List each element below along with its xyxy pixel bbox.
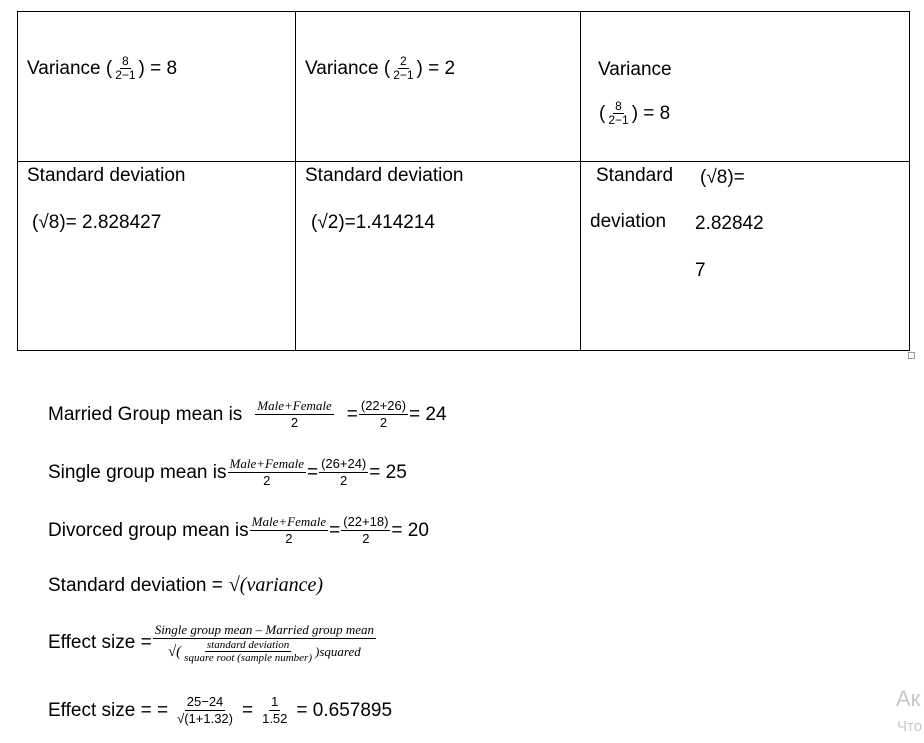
effect1-denominator <box>166 639 363 664</box>
effect1-prefix: Effect size = <box>48 632 152 653</box>
col1-variance-label: Variance ( <box>27 57 113 79</box>
divorced-eq1: = <box>329 519 341 541</box>
married-mean-line <box>48 398 447 431</box>
table-row-divider <box>17 161 910 162</box>
divorced-frac1 <box>250 514 328 547</box>
table-border-top <box>17 11 910 12</box>
single-mean-line <box>48 456 407 489</box>
married-frac1 <box>255 398 333 431</box>
effect-size-calc-line <box>48 694 392 727</box>
activation-watermark-text: Что <box>897 718 923 735</box>
sd-prefix: Standard deviation = <box>48 574 223 596</box>
col3-sd-value-1: (√8)= <box>700 167 745 188</box>
col3-variance-num: 8 <box>615 99 622 113</box>
single-frac2 <box>319 456 368 489</box>
divorced-frac2-den: 2 <box>362 531 370 546</box>
effect1-den-inner-num: standard deviation <box>206 639 290 651</box>
single-frac2-den: 2 <box>340 473 348 488</box>
col2-sd-value: (√2)=1.414214 <box>311 212 435 233</box>
effect1-den-suffix: )squared <box>314 643 361 659</box>
col3-variance-label: Variance <box>598 59 672 80</box>
col1-variance-num: 8 <box>122 54 129 68</box>
effect1-numerator: Single group mean – Married group mean <box>154 622 374 637</box>
col3-variance-result: ) = 8 <box>631 102 671 124</box>
effect2-result: = 0.657895 <box>296 699 393 721</box>
table-border-left <box>17 11 18 351</box>
effect-size-formula-line <box>48 622 377 664</box>
effect1-den-inner-den: square root (sample number) <box>184 652 312 664</box>
col2-variance-den: 2−1 <box>393 68 414 82</box>
col1-variance-result: ) = 8 <box>138 57 178 79</box>
activation-watermark-title: Ак <box>896 686 921 711</box>
table-col-divider-2 <box>580 11 581 351</box>
effect2-eq1: = <box>241 699 254 721</box>
table-border-right <box>909 11 910 351</box>
married-eq1: = <box>346 403 358 425</box>
stats-table <box>17 11 910 351</box>
single-prefix: Single group mean is <box>48 461 227 483</box>
col2-variance-num: 2 <box>400 54 407 68</box>
divorced-frac2-num: (22+18) <box>343 514 389 529</box>
col2-sd-label: Standard deviation <box>305 165 464 186</box>
divorced-frac2 <box>341 514 390 547</box>
col1-variance <box>27 55 177 82</box>
col2-variance-label: Variance ( <box>305 57 391 79</box>
divorced-mean-line <box>48 514 429 547</box>
effect2-prefix: Effect size = = <box>48 699 169 721</box>
effect2-frac2-num: 1 <box>271 694 279 709</box>
married-frac2-num: (22+26) <box>360 398 407 413</box>
col1-variance-fraction <box>113 55 137 82</box>
col3-sd-value-3: 7 <box>695 260 706 281</box>
effect2-frac2-den: 1.52 <box>262 711 288 726</box>
married-result: = 24 <box>409 403 447 425</box>
effect2-frac1-num: 25−24 <box>186 694 224 709</box>
col3-sd-label-2: deviation <box>590 211 667 232</box>
col2-variance <box>305 55 455 82</box>
col3-sd-value-2: 2.82842 <box>695 213 764 234</box>
table-col-divider-1 <box>295 11 296 351</box>
col3-variance-den: 2−1 <box>608 113 629 127</box>
sd-formula: √(variance) <box>228 574 324 596</box>
married-frac2-den: 2 <box>379 415 388 430</box>
col2-variance-fraction <box>391 55 415 82</box>
sd-formula-line <box>48 574 323 597</box>
divorced-result: = 20 <box>391 519 429 541</box>
effect2-frac2 <box>260 694 289 727</box>
col3-variance-fraction <box>606 100 630 127</box>
married-frac1-num: Male+Female <box>257 398 332 413</box>
col1-sd-value: (√8)= 2.828427 <box>32 212 162 233</box>
single-frac2-num: (26+24) <box>321 456 367 471</box>
single-result: = 25 <box>369 461 407 483</box>
married-frac1-den: 2 <box>290 415 299 430</box>
table-border-bottom <box>17 350 910 351</box>
effect2-frac1 <box>175 694 235 727</box>
single-frac1-num: Male+Female <box>229 456 304 471</box>
col1-sd-label: Standard deviation <box>27 165 186 186</box>
col3-sd-label-1: Standard <box>596 165 674 186</box>
single-eq1: = <box>306 461 319 483</box>
effect1-fraction <box>153 622 376 664</box>
single-frac1 <box>228 456 306 489</box>
married-prefix: Married Group mean is <box>48 403 243 425</box>
divorced-frac1-num: Male+Female <box>251 514 327 529</box>
married-frac2 <box>359 398 408 431</box>
col3-variance-open: ( <box>599 102 606 124</box>
col3-variance <box>599 100 670 127</box>
divorced-frac1-den: 2 <box>285 531 293 546</box>
effect1-den-inner <box>182 639 314 664</box>
col1-variance-den: 2−1 <box>115 68 136 82</box>
divorced-prefix: Divorced group mean is <box>48 519 249 541</box>
col2-variance-result: ) = 2 <box>416 57 456 79</box>
table-resize-handle[interactable] <box>908 352 915 359</box>
effect2-frac1-den: √(1+1.32) <box>177 711 233 726</box>
single-frac1-den: 2 <box>263 473 271 488</box>
effect1-den-sqrt: √( <box>167 643 182 660</box>
